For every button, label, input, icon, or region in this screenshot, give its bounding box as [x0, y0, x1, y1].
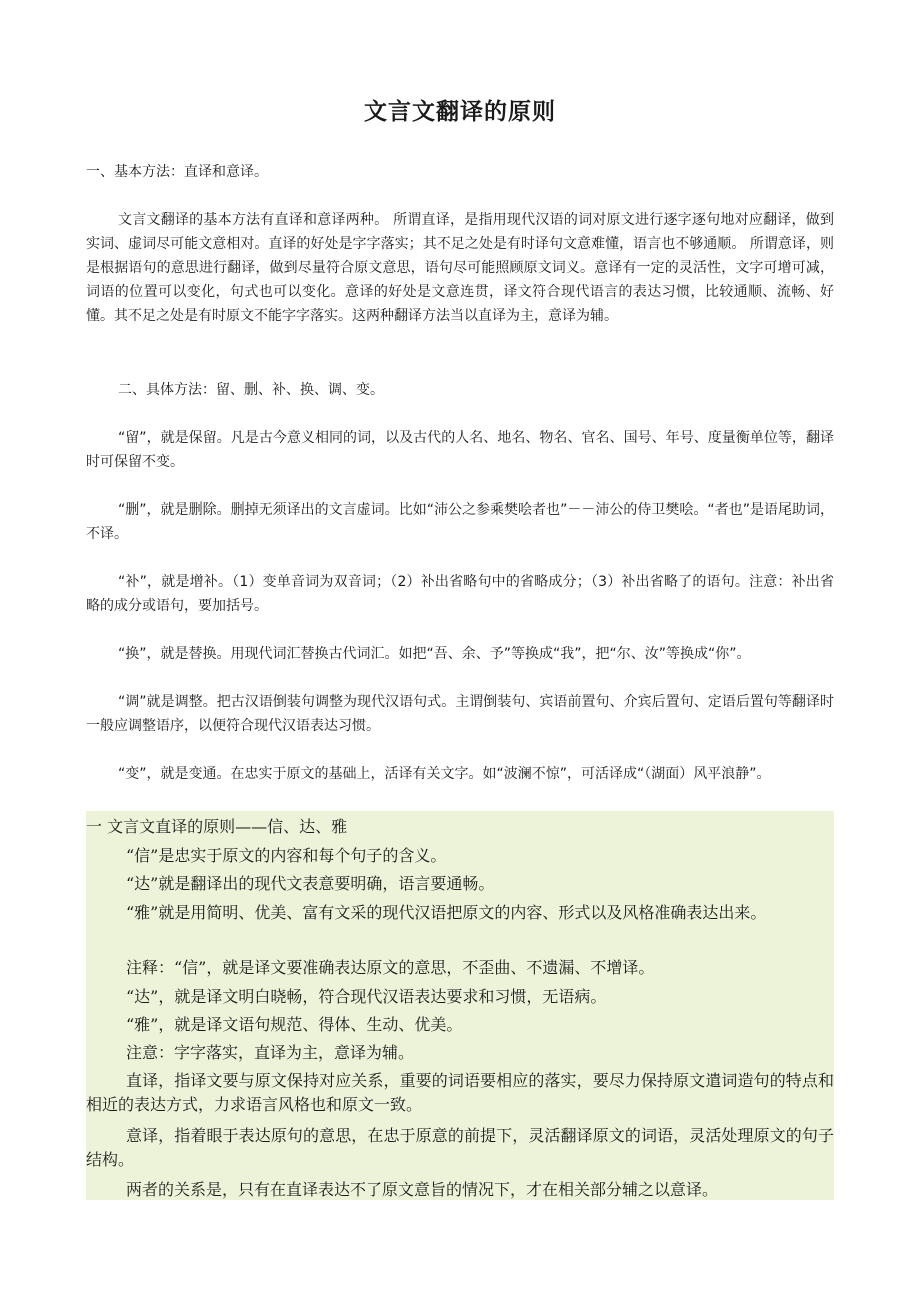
principle-da: “达”就是翻译出的现代文表意要明确，语言要通畅。 — [126, 874, 495, 893]
method-tiao: “调”就是调整。把古汉语倒装句调整为现代汉语句式。主谓倒装句、宾语前置句、介宾后置句、定语后置句等翻译时一般应调整语序，以便符合现代汉语表达习惯。 — [86, 694, 834, 734]
method-liu: “留”，就是保留。凡是古今意义相同的词，以及古代的人名、地名、物名、官名、国号、年号、度量衡单位等，翻译时可保留不变。 — [86, 430, 834, 470]
page-title: 文言文翻译的原则 — [364, 99, 556, 125]
principles-heading: 一 文言文直译的原则——信、达、雅 — [86, 817, 348, 836]
principles-highlight-block — [86, 811, 834, 1200]
method-bu: “补”，就是增补。（1）变单音词为双音词；（2）补出省略句中的省略成分；（3）补出省略了的语句。注意：补出省略的成分或语句，要加括号。 — [86, 574, 834, 614]
note-da: “达”，就是译文明白晓畅，符合现代汉语表达要求和习惯，无语病。 — [126, 987, 607, 1006]
method-bian: “变”，就是变通。在忠实于原文的基础上，活译有关文字。如“波澜不惊”，可活译成“（湖面）风平浪静”。 — [118, 766, 771, 782]
relation-note: 两者的关系是，只有在直译表达不了原文意旨的情况下，才在相关部分辅之以意译。 — [126, 1180, 719, 1199]
attention-note: 注意：字字落实，直译为主，意译为辅。 — [126, 1043, 415, 1062]
note-xin: 注释：“信”，就是译文要准确表达原文的意思，不歪曲、不遗漏、不增译。 — [126, 958, 655, 977]
principle-ya: “雅”就是用简明、优美、富有文采的现代汉语把原文的内容、形式以及风格准确表达出来。 — [126, 903, 767, 922]
method-huan: “换”，就是替换。用现代词汇替换古代词汇。如把“吾、余、予”等换成“我”，把“尔、汝”等换成“你”。 — [118, 646, 751, 662]
section1-heading: 一、基本方法：直译和意译。 — [86, 164, 268, 180]
section2-heading: 二、具体方法：留、删、补、换、调、变。 — [118, 382, 384, 398]
zhiyi-definition: 直译，指译文要与原文保持对应关系，重要的词语要相应的落实，要尽力保持原文遣词造句的特点和相近的表达方式，力求语言风格也和原文一致。 — [86, 1071, 834, 1114]
section1-body: 文言文翻译的基本方法有直译和意译两种。 所谓直译，是指用现代汉语的词对原文进行逐字逐句地对应翻译，做到实词、虚词尽可能文意相对。直译的好处是字字落实；其不足之处是有时译句文意难懂，语言也不够通顺。 所谓意译，则是根据语句的意思进行翻译，做到尽量符合原文意思，语句尽可能照顾原文词义。意译有一定的灵活性，文字可增可减，词语的位置可以变化，句式也可以变化。意译的好处是文意连贯，译文符合现代语言的表达习惯，比较通顺、流畅、好懂。其不足之处是有时原文不能字字落实。这两种翻译方法当以直译为主，意译为辅。 — [86, 212, 834, 324]
principle-xin: “信”是忠实于原文的内容和每个句子的含义。 — [126, 846, 447, 865]
note-ya: “雅”，就是译文语句规范、得体、生动、优美。 — [126, 1015, 463, 1034]
method-shan: “删”，就是删除。删掉无须译出的文言虚词。比如“沛公之参乘樊哙者也”－－沛公的侍卫樊哙。“者也”是语尾助词，不译。 — [86, 502, 834, 542]
yiyi-definition: 意译，指着眼于表达原句的意思，在忠于原意的前提下，灵活翻译原文的词语，灵活处理原文的句子结构。 — [86, 1126, 834, 1169]
